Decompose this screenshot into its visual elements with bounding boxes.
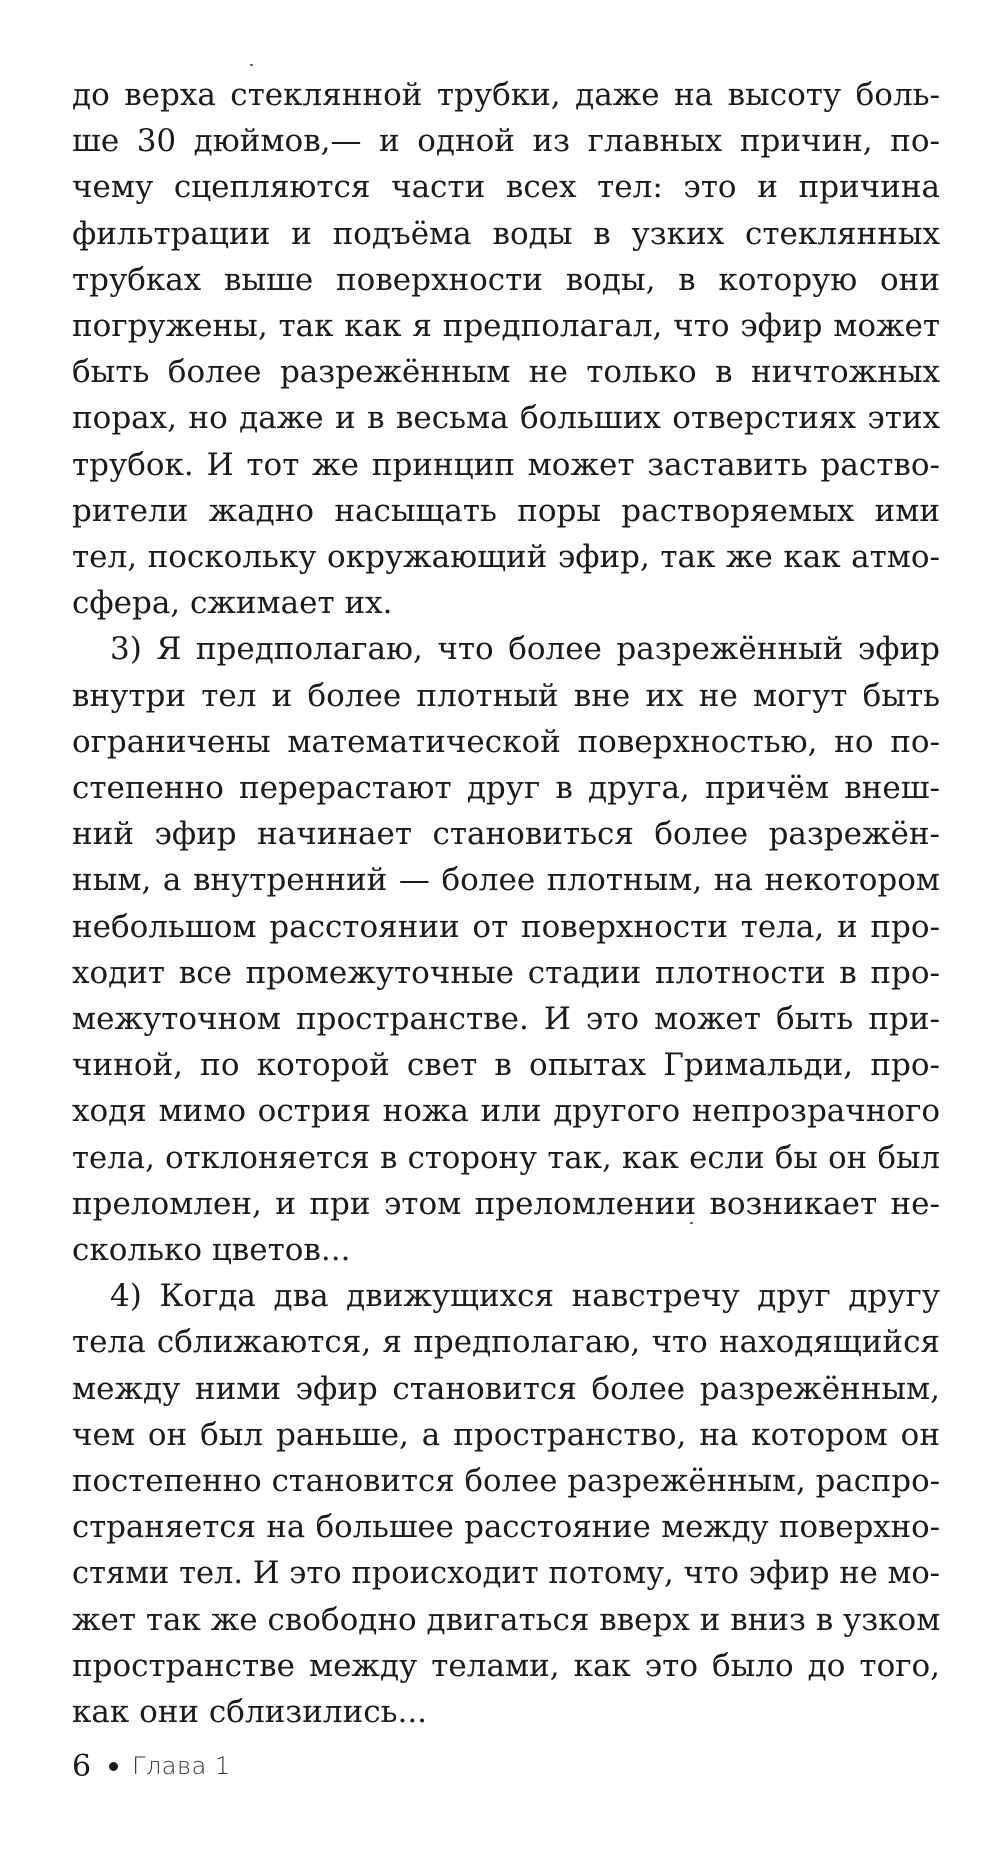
text-line: погружены, так как я предполагал, что эфир может bbox=[72, 308, 940, 345]
text-line: ний эфир начинает становиться более разрежён- bbox=[72, 816, 940, 853]
text-line: постепенно становится более разрежённым, распро- bbox=[72, 1463, 940, 1500]
text-line: степенно перерастают друг в друга, причём внеш- bbox=[72, 770, 940, 807]
text-line: тела сближаются, я предполагаю, что находящийся bbox=[72, 1324, 940, 1361]
paragraph-start-line: 3) Я предполагаю, что более разрежённый эфир bbox=[110, 631, 940, 668]
text-line: порах, но даже и в весьма больших отверстиях этих bbox=[72, 400, 940, 437]
text-line: сфера, сжимает их. bbox=[72, 585, 393, 622]
text-line: фильтрации и подъёма воды в узких стеклянных bbox=[72, 215, 940, 252]
text-line: пространстве между телами, как это было до того, bbox=[72, 1647, 940, 1684]
text-line: между ними эфир становится более разрежённым, bbox=[72, 1370, 940, 1407]
running-chapter-label: Глава 1 bbox=[132, 1752, 231, 1780]
text-line: тела, отклоняется в сторону так, как если бы он был bbox=[72, 1139, 940, 1176]
text-line: быть более разрежённым не только в ничтожных bbox=[72, 354, 940, 391]
text-line: тел, поскольку окружающий эфир, так же как атмо- bbox=[72, 539, 940, 576]
text-line: ограничены математической поверхностью, но по- bbox=[72, 723, 940, 760]
text-line: ше 30 дюймов,— и одной из главных причин, по- bbox=[72, 123, 940, 160]
text-line: ходя мимо острия ножа или другого непрозрачного bbox=[72, 1093, 940, 1130]
text-line: жет так же свободно двигаться вверх и вниз в узком bbox=[72, 1601, 941, 1638]
text-line: небольшом расстоянии от поверхности тела, и про- bbox=[72, 908, 940, 945]
text-line: чем он был раньше, а пространство, на котором он bbox=[72, 1416, 940, 1453]
text-line: стями тел. И это происходит потому, что эфир не мо- bbox=[72, 1555, 940, 1591]
text-line: сколько цветов... bbox=[72, 1232, 351, 1269]
text-line: ходит все промежуточные стадии плотности в про- bbox=[72, 954, 940, 991]
text-line: чему сцепляются части всех тел: это и причина bbox=[72, 169, 940, 206]
page-number: 6 bbox=[72, 1748, 92, 1784]
text-line: трубок. И тот же принцип может заставить раство- bbox=[72, 446, 940, 483]
page-footer bbox=[72, 1746, 231, 1786]
print-speck bbox=[250, 64, 253, 66]
text-line: трубках выше поверхности воды, в которую они bbox=[72, 261, 940, 298]
text-line: межуточном пространстве. И это может быть при- bbox=[72, 1001, 940, 1038]
bullet-separator-icon bbox=[109, 1762, 118, 1771]
body-text bbox=[72, 72, 940, 1735]
text-line: внутри тел и более плотный вне их не могут быть bbox=[72, 677, 940, 714]
text-line: страняется на большее расстояние между поверхно- bbox=[72, 1509, 940, 1546]
text-line: до верха стеклянной трубки, даже на высоту боль- bbox=[72, 77, 940, 113]
text-line: рители жадно насыщать поры растворяемых ими bbox=[72, 492, 940, 529]
paragraph-start-line: 4) Когда два движущихся навстречу друг другу bbox=[110, 1278, 940, 1315]
text-line: чиной, по которой свет в опытах Гримальди, про- bbox=[72, 1047, 940, 1084]
text-line: как они сблизились... bbox=[72, 1694, 428, 1731]
text-line: преломлен, и при этом преломлении возникает не- bbox=[72, 1185, 940, 1222]
text-line: ным, а внутренний — более плотным, на некотором bbox=[72, 862, 940, 899]
